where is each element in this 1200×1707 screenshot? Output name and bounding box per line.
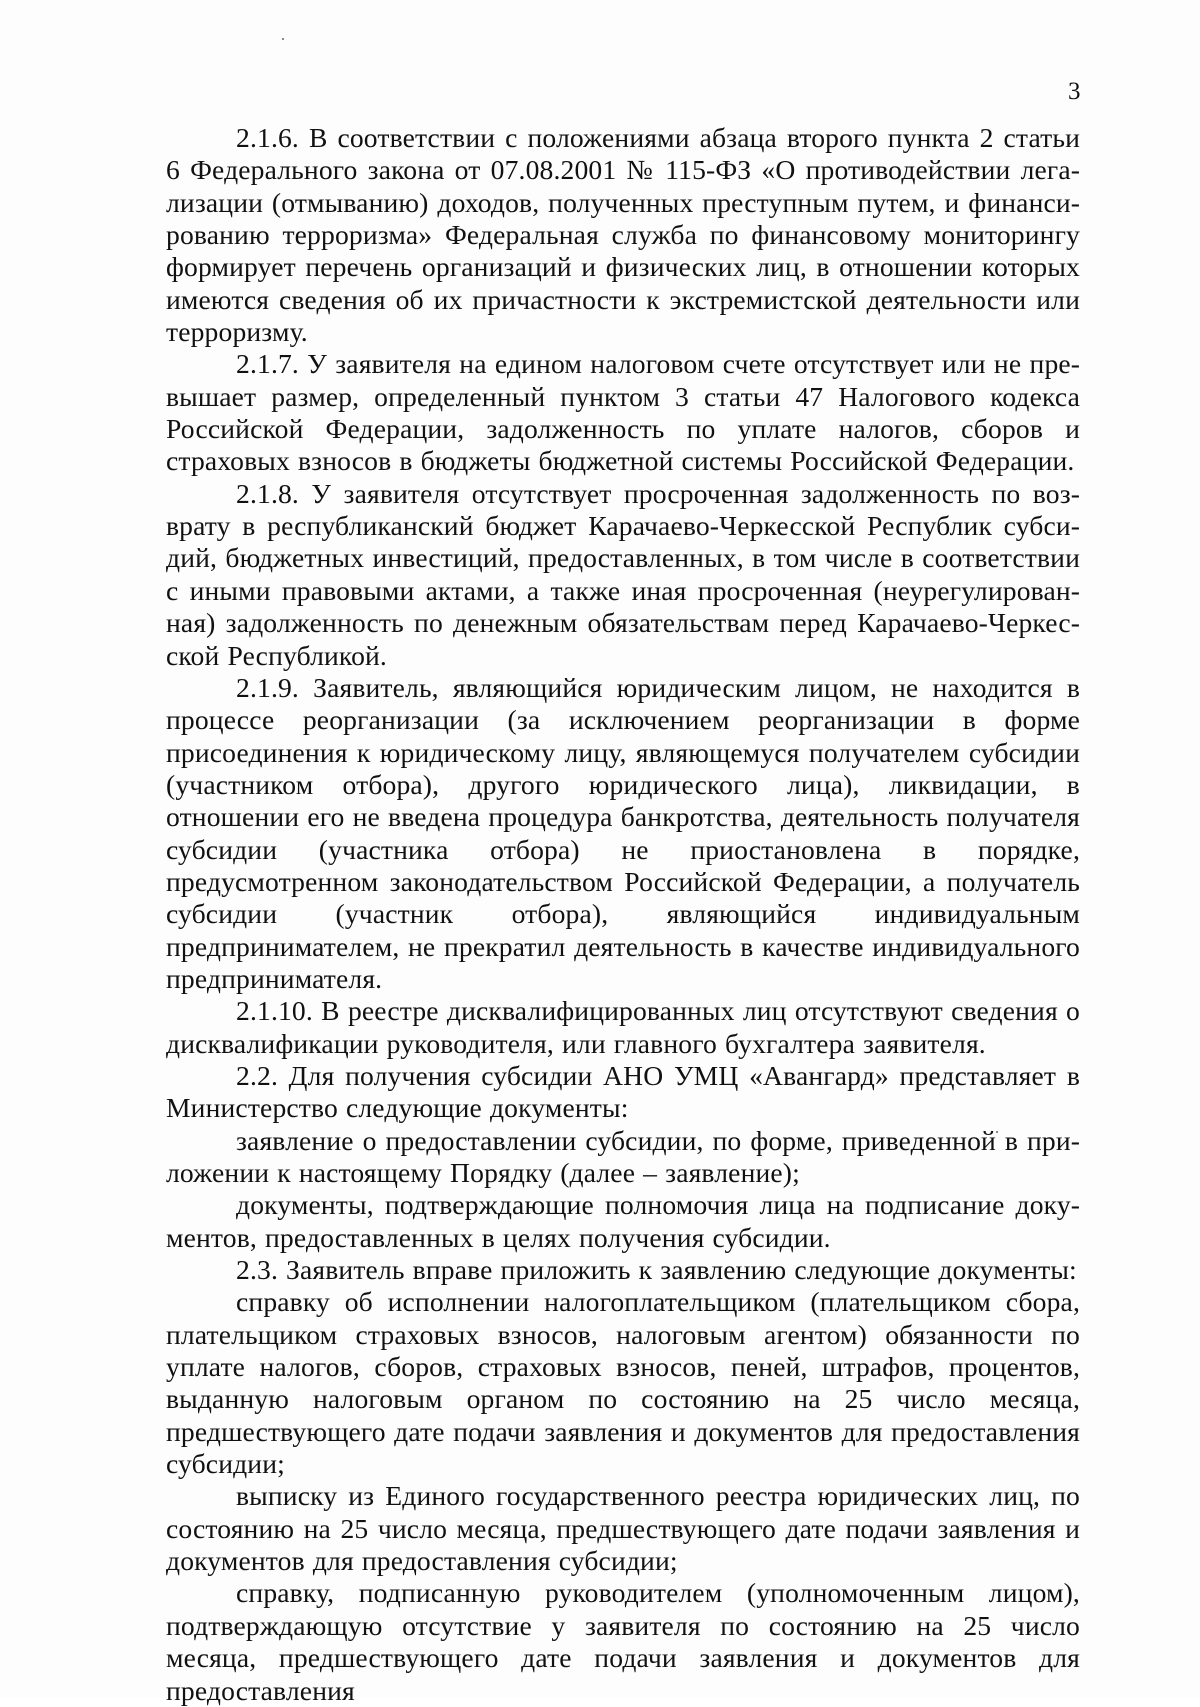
paragraph-2-1-10: 2.1.10. В реестре дисквалифицированных лиц отсутствуют сведения о дисквалификации руководителя, или главного бухгалтера заявителя.	[166, 995, 1080, 1059]
list-item-authority-documents: документы, подтверждающие полномочия лица на подписание документов, предоставленных в целях получения субсидии.	[166, 1189, 1080, 1253]
list-item-egrul-extract: выписку из Единого государственного реестра юридических лиц, по состоянию на 25 число месяца, предшествующего дате подачи заявления и документов для предоставления субсидии;	[166, 1480, 1080, 1577]
scan-speck	[282, 38, 284, 40]
paragraph-2-1-6: 2.1.6. В соответствии с положениями абзаца второго пункта 2 статьи 6 Федерального закона от 07.08.2001 № 115-ФЗ «О противодействии легализации (отмыванию) доходов, полученных преступным путем, и финансированию терроризма» Федеральная служба по финансовому мониторингу формирует перечень организаций и физических лиц, в отношении которых имеются сведения об их причастности к экстремистской деятельности или терроризму.	[166, 122, 1080, 348]
paragraph-2-1-9: 2.1.9. Заявитель, являющийся юридическим лицом, не находится в процессе реорганизации (за исключением реорганизации в форме присоединения к юридическому лицу, являющемуся получателем субсидии (участником отбора), другого юридического лица), ликвидации, в отношении его не введена процедура банкротства, деятельность получателя субсидии (участника отбора) не приостановлена в порядке, предусмотренном законодательством Российской Федерации, а получатель субсидии (участник отбора), являющийся индивидуальным предпринимателем, не прекратил деятельность в качестве индивидуального предпринимателя.	[166, 671, 1080, 994]
paragraph-2-1-7: 2.1.7. У заявителя на едином налоговом счете отсутствует или не превышает размер, определенный пунктом 3 статьи 47 Налогового кодекса Российской Федерации, задолженность по уплате налогов, сборов и страховых взносов в бюджеты бюджетной системы Российской Федерации.	[166, 348, 1080, 477]
list-item-application: заявление о предоставлении субсидии, по форме, приведенной в приложении к настоящему Порядку (далее – заявление);	[166, 1124, 1080, 1188]
paragraph-2-1-8: 2.1.8. У заявителя отсутствует просроченная задолженность по возврату в республиканский бюджет Карачаево-Черкесской Республик субсидий, бюджетных инвестиций, предоставленных, в том числе в соответствии с иными правовыми актами, а также иная просроченная (неурегулированная) задолженность по денежным обязательствам перед Карачаево-Черкесской Республикой.	[166, 477, 1080, 671]
page-number: 3	[1068, 78, 1081, 105]
list-item-tax-certificate: справку об исполнении налогоплательщиком (плательщиком сбора, плательщиком страховых взносов, налоговым агентом) обязанности по уплате налогов, сборов, страховых взносов, пеней, штрафов, процентов, выданную налоговым органом по состоянию на 25 число месяца, предшествующего дате подачи заявления и документов для предоставления субсидии;	[166, 1286, 1080, 1480]
list-item-signed-certificate: справку, подписанную руководителем (уполномоченным лицом), подтверждающую отсутствие у заявителя по состоянию на 25 число месяца, предшествующего дате подачи заявления и документов для предоставления	[166, 1577, 1080, 1706]
document-body	[166, 122, 1080, 1707]
paragraph-2-3: 2.3. Заявитель вправе приложить к заявлению следующие документы:	[236, 1254, 1077, 1286]
paragraph-2-2: 2.2. Для получения субсидии АНО УМЦ «Авангард» представляет в Министерство следующие документы:	[166, 1059, 1080, 1124]
